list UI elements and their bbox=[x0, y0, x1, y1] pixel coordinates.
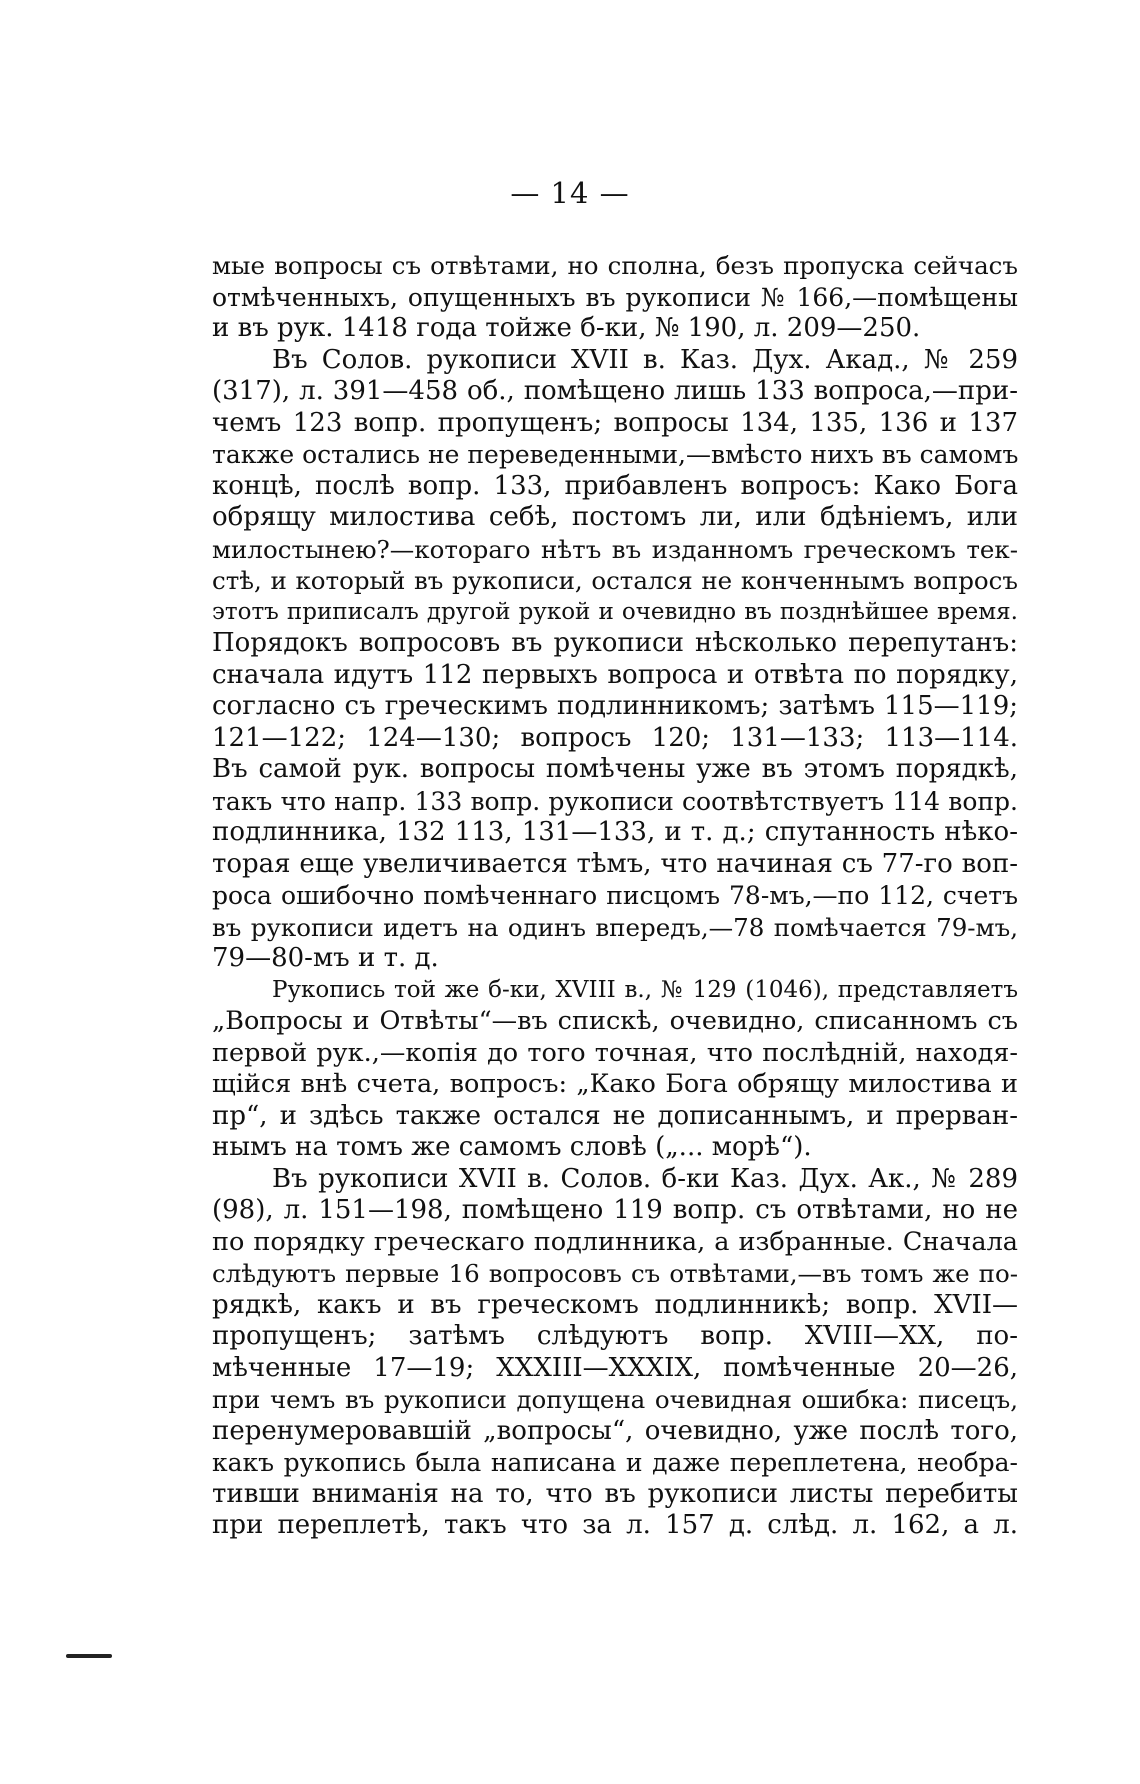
text-line: щійся внѣ счета, вопросъ: „Како Бога обрящу милостива и bbox=[212, 1069, 1018, 1099]
text-line: сначала идутъ 112 первыхъ вопроса и отвѣта по порядку, bbox=[212, 659, 1018, 690]
text-line: согласно съ греческимъ подлинникомъ; затѣмъ 115—119; bbox=[212, 691, 1018, 721]
text-line: тивши вниманія на то, что въ рукописи листы перебиты bbox=[212, 1478, 1018, 1509]
text-line: по порядку греческаго подлинника, а избранные. Сначала bbox=[212, 1226, 1018, 1257]
text-line: мѣченные 17—19; XXXIII—XXXIX, помѣченные 20—26, bbox=[212, 1352, 1018, 1383]
text-line: роса ошибочно помѣченнаго писцомъ 78-мъ,—по 112, счетъ bbox=[212, 881, 1018, 910]
text-line: „Вопросы и Отвѣты“—въ спискѣ, очевидно, списанномъ съ bbox=[212, 1006, 1018, 1036]
body-text bbox=[212, 250, 1018, 1542]
text-line: подлинника, 132 113, 131—133, и т. д.; спутанность нѣко- bbox=[212, 817, 1018, 847]
text-line: (317), л. 391—458 об., помѣщено лишь 133 вопроса,—при- bbox=[212, 376, 1018, 406]
text-line: Въ рукописи XVII в. Солов. б-ки Каз. Дух. Ак., № 289 bbox=[272, 1163, 1018, 1194]
text-line: въ рукописи идетъ на одинъ впередъ,—78 помѣчается 79-мъ, bbox=[212, 912, 1018, 942]
text-line: обрящу милостива себѣ, постомъ ли, или бдѣніемъ, или bbox=[212, 502, 1018, 532]
text-line: 79—80-мъ и т. д. bbox=[212, 943, 439, 973]
text-line: и въ рук. 1418 года тойже б-ки, № 190, л. 209—250. bbox=[212, 313, 921, 343]
text-line: концѣ, послѣ вопр. 133, прибавленъ вопросъ: Како Бога bbox=[212, 470, 1018, 501]
text-line: какъ рукопись была написана и даже переплетена, необра- bbox=[212, 1448, 1018, 1477]
text-line: такъ что напр. 133 вопр. рукописи соотвѣтствуетъ 114 вопр. bbox=[212, 786, 1018, 816]
text-line: милостынею?—котораго нѣтъ въ изданномъ греческомъ тек- bbox=[212, 534, 1018, 564]
text-line: при переплетѣ, такъ что за л. 157 д. слѣд. л. 162, а л. bbox=[212, 1510, 1018, 1540]
text-line: при чемъ въ рукописи допущена очевидная ошибка: писецъ, bbox=[212, 1385, 1018, 1414]
text-line: также остались не переведенными,—вмѣсто нихъ въ самомъ bbox=[212, 440, 1018, 469]
text-line: Въ самой рук. вопросы помѣчены уже въ этомъ порядкѣ, bbox=[212, 754, 1018, 784]
text-line: чемъ 123 вопр. пропущенъ; вопросы 134, 135, 136 и 137 bbox=[212, 407, 1018, 438]
text-line: Рукопись той же б-ки, XVIII в., № 129 (1046), представляетъ bbox=[272, 976, 1018, 1003]
text-line: этотъ приписалъ другой рукой и очевидно въ позднѣйшее время. bbox=[212, 598, 1018, 625]
text-line: пр“, и здѣсь также остался не дописаннымъ, и прерван- bbox=[212, 1100, 1018, 1131]
text-line: 121—122; 124—130; вопросъ 120; 131—133; 113—114. bbox=[212, 722, 1018, 753]
text-line: Въ Солов. рукописи XVII в. Каз. Дух. Акад., № 259 bbox=[272, 344, 1018, 375]
text-line: торая еще увеличивается тѣмъ, что начиная съ 77-го воп- bbox=[212, 848, 1018, 879]
text-line: пропущенъ; затѣмъ слѣдуютъ вопр. XVIII—XX, по- bbox=[212, 1321, 1018, 1351]
text-line: (98), л. 151—198, помѣщено 119 вопр. съ отвѣтами, но не bbox=[212, 1195, 1018, 1225]
text-line: слѣдуютъ первые 16 вопросовъ съ отвѣтами,—въ томъ же по- bbox=[212, 1259, 1018, 1288]
text-line: мые вопросы съ отвѣтами, но сполна, безъ пропуска сейчасъ bbox=[212, 251, 1018, 280]
text-line: стѣ, и который въ рукописи, остался не конченнымъ вопросъ bbox=[212, 566, 1018, 595]
text-line: отмѣченныхъ, опущенныхъ въ рукописи № 166,—помѣщены bbox=[212, 282, 1018, 312]
margin-mark bbox=[66, 1654, 112, 1658]
text-line: перенумеровавшій „вопросы“, очевидно, уже послѣ того, bbox=[212, 1415, 1018, 1446]
text-line: первой рук.,—копія до того точная, что послѣдній, находя- bbox=[212, 1037, 1018, 1068]
text-line: Порядокъ вопросовъ въ рукописи нѣсколько перепутанъ: bbox=[212, 628, 1018, 658]
page-number: — 14 — bbox=[510, 176, 630, 210]
text-line: нымъ на томъ же самомъ словѣ („... морѣ“). bbox=[212, 1132, 812, 1162]
text-line: рядкѣ, какъ и въ греческомъ подлинникѣ; вопр. XVII— bbox=[212, 1289, 1018, 1320]
